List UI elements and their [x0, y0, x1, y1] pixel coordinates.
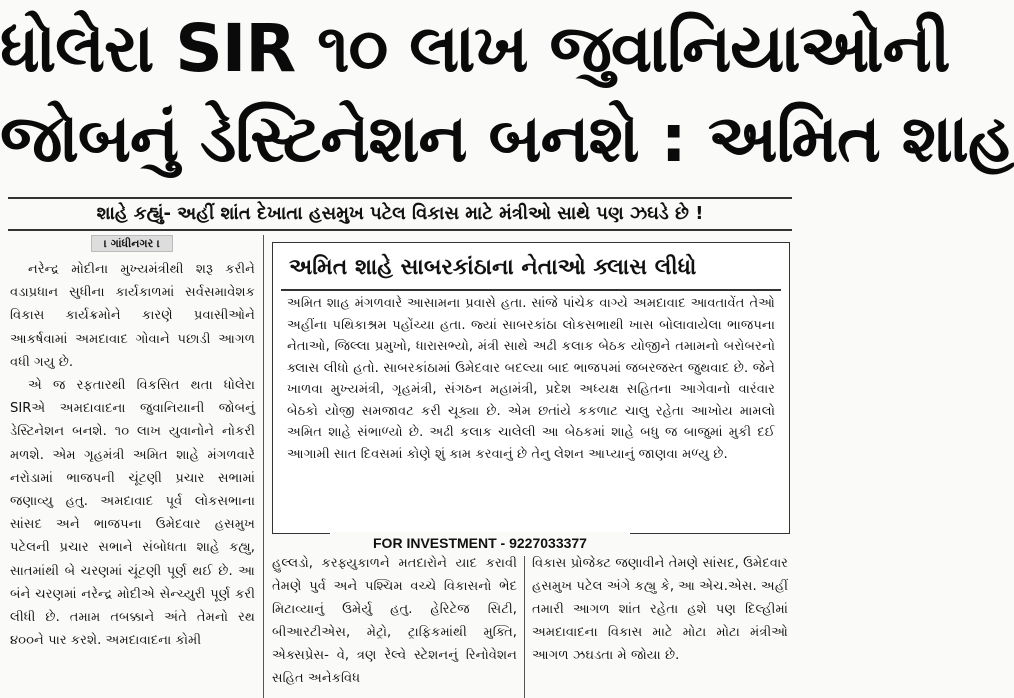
sidebar-box-title: અમિત શાહે સાબરકાંઠાના નેતાઓ ક્લાસ લીધો	[289, 255, 697, 280]
sidebar-box-text	[287, 293, 775, 529]
article-left-column	[10, 258, 255, 698]
dateline-label: । ગાંધીનગર ।	[91, 235, 173, 252]
middle-paragraph: હુલ્લડો, કરફ્યુકાળને મતદારોને યાદ કરાવી તેમણે પુર્વ અને પશ્ચિમ વચ્ચે વિકાસનો ભેદ મિટાવ્યાનું ઉમેર્યુ હતુ. હેરિટેજ સિટી, બીઆરટીએસ, મેટ્રો, ટ્રાફિકમાંથી મુક્તિ, એક્સપ્રેસ- વે, ત્રણ રેલ્વે સ્ટેશનનું રિનોવેશન સહિત અનેકવિધ	[272, 556, 517, 686]
right-paragraph: વિકાસ પ્રોજેક્ટ જણાવીને તેમણે સાંસદ, ઉમેદવાર હસમુખ પટેલ અંગે કહ્યુ કે, આ એચ.એસ. અહીં તમારી આગળ શાંત રહેતા હશે પણ દિલ્હીમાં અમદાવાદના વિકાસ માટે મોટા મોટા મંત્રીઓ આગળ ઝઘડતા મે જોયા છે.	[532, 556, 788, 663]
headline-line-2: જોબનું ડેસ્ટિનેશન બનશે : અમિત શાહ	[0, 100, 1014, 177]
left-paragraph-2: એ જ રફતારથી વિકસિત થતા ધોલેરા SIRએ અમદાવાદના જુવાનિયાની જોબનું ડેસ્ટિનેશન બનશે. ૧૦ લાખ યુવાનોને નોકરી મળશે. એમ ગૃહમંત્રી અમિત શાહે મંગળવારે નરોડામાં ભાજપની ચૂંટણી પ્રચાર સભામાં જણાવ્યુ હતુ. અમદાવાદ પૂર્વ લોકસભાના સાંસદ અને ભાજપના ઉમેદવાર હસમુખ પટેલની પ્રચાર સભાને સંબોધતા શાહે કહ્યુ, સાતમાંથી બે ચરણમાં ચૂંટણી પૂર્ણ થઈ છે. આ બંને ચરણમાં નરેન્દ્ર મોદીએ સેન્ચ્યુરી પૂર્ણ કરી લીધી છે. તમામ તબક્કાને અંતે તેમનો રથ ૪૦૦ને પાર કરશે. અમદાવાદના કોમી	[10, 378, 255, 649]
sidebar-box-paragraph: અમિત શાહ મંગળવારે આસામના પ્રવાસે હતા. સાંજે પાંચેક વાગ્યે અમદાવાદ આવતાવેંત તેઓ અહીંના પથિકાશ્રમ પહોંચ્યા હતા. જ્યાં સાબરકાંઠા લોકસભાથી ખાસ બોલાવાયેલા ભાજપના નેતાઓ, જિલ્લા પ્રમુખો, ધારાસભ્યો, મંત્રી સાથે અઢી કલાક બેઠક યોજીને તમામનો બરોબરનો ક્લાસ લીધો હતો. સાબરકાંઠામાં ઉમેદવાર બદલ્યા બાદ ભાજપમાં જબરજસ્ત જુથવાદ છે. જેને ખાળવા મુખ્યમંત્રી, ગૃહમંત્રી, સંગઠન મહામંત્રી, પ્રદેશ અધ્યક્ષ સહિતના આગેવાનો વારંવાર બેઠકો યોજી સમજાવટ કરી ચૂક્યા છે. એમ છતાંયે કકળાટ ચાલુ રહેતા આખોય મામલો અમિત શાહે સંભાળ્યો છે. અઢી કલાક ચાલેલી આ બેઠકમાં શાહે બધુ જ બાજુમાં મુકી દઈ આગામી સાત દિવસમાં કોણે શું કામ કરવાનું છે તેનુ લેશન આપ્યાનું જાણવા મળ્યુ છે.	[287, 296, 775, 462]
article-right-column	[532, 552, 788, 698]
dateline	[8, 237, 256, 253]
column-divider	[524, 556, 525, 698]
subheadline: શાહે કહ્યું- અહીં શાંત દેખાતા હસમુખ પટેલ વિકાસ માટે મંત્રીઓ સાથે પણ ઝઘડે છે !	[8, 197, 792, 231]
article-middle-column	[272, 552, 517, 698]
headline	[0, 0, 1014, 192]
sidebar-box-rule	[281, 289, 781, 291]
headline-line-1: ધોલેરા SIR ૧૦ લાખ જુવાનિયાઓની	[0, 10, 950, 87]
sidebar-box	[272, 242, 790, 534]
investment-banner: FOR INVESTMENT - 9227033377	[330, 532, 630, 554]
column-divider	[263, 235, 264, 698]
left-paragraph-1: નરેન્દ્ર મોદીના મુખ્યમંત્રીથી શરૂ કરીને વડાપ્રધાન સુધીના કાર્યકાળમાં સર્વસમાવેશક વિકાસ કાર્યક્રમોને કારણે પ્રવાસીઓને આકર્ષવામાં અમદાવાદ ગોવાને પછાડી આગળ વધી ગયુ છે.	[10, 262, 255, 370]
